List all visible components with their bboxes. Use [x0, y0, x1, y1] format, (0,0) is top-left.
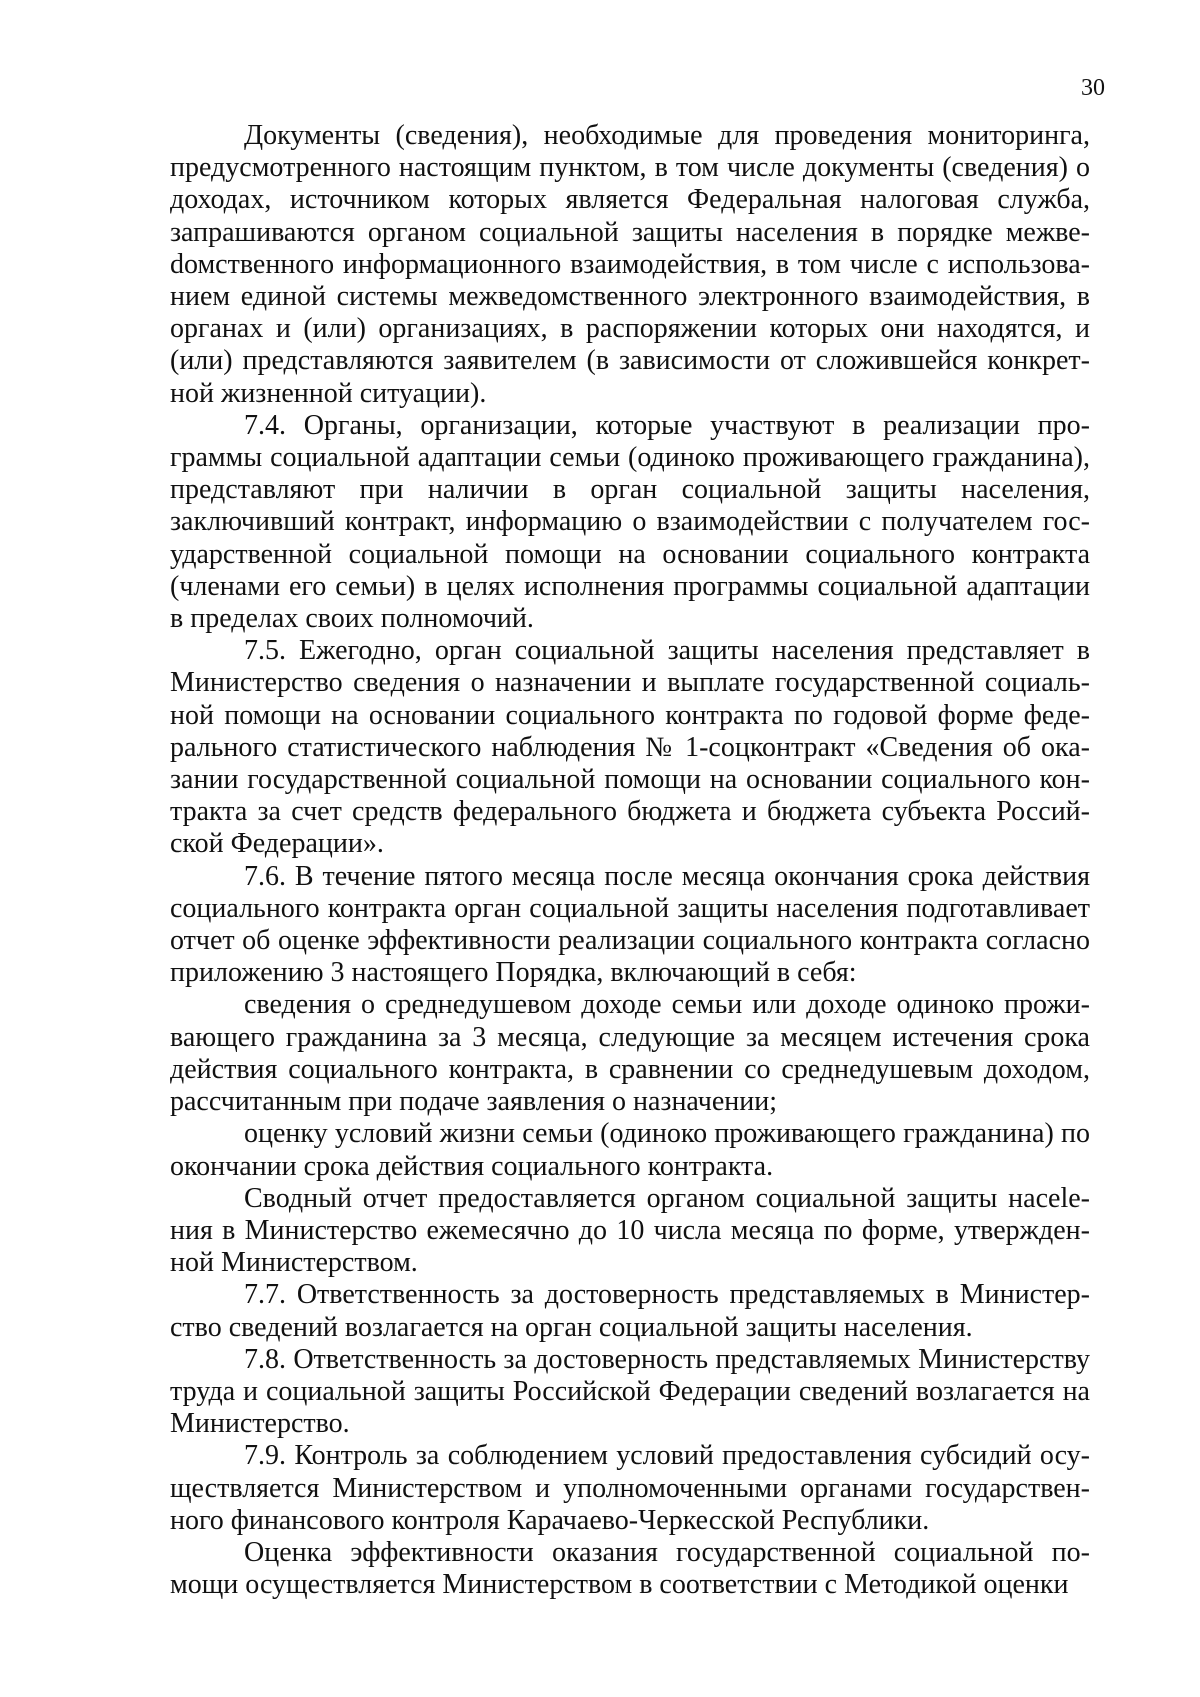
paragraph-income-info: сведения о среднедушевом доходе семьи или доходе одиноко проживающего гражданина за 3 месяца, следующие за месяцем истечения срока действия социального контракта, в сравнении со среднедушевым доходом, рассчитанным при подаче заявления о назначении; — [170, 989, 1090, 1118]
paragraph-documents-monitoring: Документы (сведения), необходимые для проведения мониторинга, предусмотренного настоящим пунктом, в том числе документы (сведения) о доходах, источником которых является Федеральная налоговая служба, запрашиваются органом социальной защиты населения в порядке межвеdомственного информационного взаимодействия, в том числе с использованием единой системы межведомственного электронного взаимодействия, в органах и (или) организациях, в распоряжении которых они находятся, и (или) представляются заявителем (в зависимости от сложившейся конкретной жизненной ситуации). — [170, 120, 1090, 409]
paragraph-7-7: 7.7. Ответственность за достоверность представляемых в Министерство сведений возлагается на орган социальной защиты населения. — [170, 1279, 1090, 1343]
paragraph-summary-report: Сводный отчет предоставляется органом социальной защиты насeleния в Министерство ежемесячно до 10 числа месяца по форме, утвержденной Министерством. — [170, 1182, 1090, 1279]
paragraph-efficiency-assessment: Оценка эффективности оказания государственной социальной помощи осуществляется Министерством в соответствии с Методикой оценки — [170, 1536, 1090, 1601]
page-number: 30 — [1081, 75, 1105, 101]
paragraph-7-6: 7.6. В течение пятого месяца после месяца окончания срока действия социального контракта орган социальной защиты населения подготавливает отчет об оценке эффективности реализации социального контракта согласно приложению 3 настоящего Порядка, включающий в себя: — [170, 860, 1090, 989]
paragraph-7-5: 7.5. Ежегодно, орган социальной защиты населения представляет в Министерство сведения о назначении и выплате государственной социальной помощи на основании социального контракта по годовой форме федерального статистического наблюдения № 1-соцконтракт «Сведения об оказании государственной социальной помощи на основании социального контракта за счет средств федерального бюджета и бюджета субъекта Российской Федерации». — [170, 635, 1090, 860]
document-body — [170, 120, 1090, 1601]
paragraph-7-8: 7.8. Ответственность за достоверность представляемых Министерству труда и социальной защиты Российской Федерации сведений возлагается на Министерство. — [170, 1343, 1090, 1440]
paragraph-7-9: 7.9. Контроль за соблюдением условий предоставления субсидий осуществляется Министерством и уполномоченными органами государственного финансового контроля Карачаево-Черкесской Республики. — [170, 1440, 1090, 1536]
paragraph-living-conditions: оценку условий жизни семьи (одиноко проживающего гражданина) по окончании срока действия социального контракта. — [170, 1118, 1090, 1182]
paragraph-7-4: 7.4. Органы, организации, которые участвуют в реализации программы социальной адаптации семьи (одиноко проживающего гражданина), представляют при наличии в орган социальной защиты населения, заключивший контракт, информацию о взаимодействии с получателем государственной социальной помощи на основании социального контракта (членами его семьи) в целях исполнения программы социальной адаптации в пределах своих полномочий. — [170, 409, 1090, 635]
